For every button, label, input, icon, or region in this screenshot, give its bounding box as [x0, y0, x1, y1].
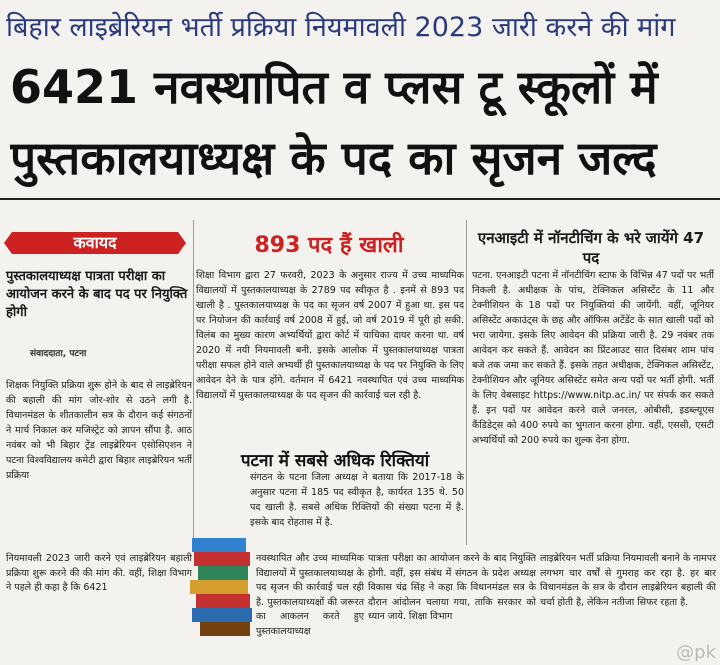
column-divider: [466, 220, 467, 545]
patna-subhead: पटना में सबसे अधिक रिक्तियां: [240, 451, 430, 471]
header-rule: [0, 198, 720, 200]
bottom-col1: नियमावली 2023 जारी करने एवं लाइब्रेरियन बहाली प्रक्रिया शुरू करने की की मांग की. वहीं, शिक्षा विभाग ने पहले ही कहा है कि 6421: [6, 553, 192, 594]
nit-heading: एनआइटी में नॉनटीचिंग के भरे जायेंगे 47 पद: [477, 229, 705, 267]
patna-body: संगठन के पटना जिला अध्यक्ष ने बताया कि 2017-18 के अनुसार पटना में 185 पद स्वीकृत है, कार्यरत 135 थे. 50 पद खाली है. सबसे अधिक रिक्तियों की संख्या पटना में है. इसके बाद रोहतास में है.: [250, 472, 464, 528]
bottom-col3: पात्रता परीक्षा का आयोजन करने के बाद नियुक्ति होगी. वहीं, इस संबंध में संगठन के प्रदेश अध्यक्ष विकास चंद्र सिंह ने कहा कि विधानमंडल सत्र के दौरान आंदोलन चलाया गया, ताकि सरकार को ध्यान जाये. शिक्षा विभाग: [368, 553, 536, 623]
headline-line3: पुस्तकालयाध्यक्ष के पद का सृजन जल्द: [10, 131, 657, 185]
left-body: शिक्षक नियुक्ति प्रक्रिया शुरू होने के बाद से लाइब्रेरियन की बहाली की मांग जोर-शोर से उठने लगी है. विधानमंडल के शीतकालीन सत्र के दौरान कई संगठनों ने मार्च निकाल कर मजिस्ट्रेट को ज्ञापन सौंपा है. आठ नवंबर को भी बिहार ट्रेंड लाइब्रेरियन एसोसिएशन ने पटना विश्वविद्यालय कमेटी द्वारा बिहार लाइब्रेरियन भर्ती प्रक्रिया: [6, 380, 192, 481]
headline-line2: 6421 नवस्थापित व प्लस टू स्कूलों में: [10, 60, 658, 114]
left-heading: पुस्तकालयाध्यक्ष पात्रता परीक्षा का आयोजन करने के बाद पद पर नियुक्ति होगी: [6, 269, 188, 320]
middle-body: शिक्षा विभाग द्वारा 27 फरवरी, 2023 के अनुसार राज्य में उच्च माध्यमिक विद्यालयों में पुस्तकालयाध्यक्ष के 2789 पद स्वीकृत है . इनमें से 893 पद खाली है . पुस्तकालयाध्यक्ष के पद का सृजन वर्ष 2007 में हुआ था. इस पद पर नियोजन की कार्रवाई वर्ष 2008 में हुई, जो वर्ष 2019 में पूरी हो सकी. विलंब का मुख्य कारण अभ्यर्थियों द्वारा कोर्ट में याचिका दायर करना था. वर्ष 2020 में नयी नियमावली बनी. इसके आलोक में पुस्तकालयाध्यक्ष पात्रता परीक्षा सफल होने वाले अभ्यर्थी ही पुस्तकालयाध्यक्ष के पद पर नियुक्ति के लिए आवेदन देने के पात्र होंगे. वर्तमान में 6421 नवस्थापित एवं उच्च माध्यमिक विद्यालयों में पुस्तकालयाध्यक्ष के पद सृजन की कार्रवाई चल रही है.: [196, 270, 464, 401]
vacancy-subhead: 893 पद हैं खाली: [254, 233, 404, 258]
bottom-col4: लाइब्रेरियन भर्ती प्रक्रिया नियमावली बनाने के नामपर लगभग चार वर्षों से गुमराह कर रहा है. हर बार विधानमंडल के सत्र के दौरान लाइब्रेरियन बहाली की चर्चा होती है, लेकिन नतीजा सिफर रहता है.: [540, 553, 716, 608]
headline-line1: बिहार लाइब्रेरियन भर्ती प्रक्रिया नियमावली 2023 जारी करने की मांग: [6, 12, 676, 43]
books-illustration: [190, 512, 254, 640]
section-tag: कवायद: [12, 232, 178, 254]
column-divider: [193, 220, 194, 545]
bottom-col2: नवस्थापित और उच्च माध्यमिक विद्यालयों में पुस्तकालयाध्यक्ष के पद सृजन की कार्रवाई चल रही है. पुस्तकालयाध्यक्षों की जरूरत का आकलन करते हुए पुस्तकालयाध्यक्ष: [256, 553, 364, 637]
watermark: @pk: [676, 642, 716, 663]
byline: संवाददाता, पटना: [30, 349, 87, 359]
nit-body: पटना. एनआइटी पटना में नॉनटीचिंग स्टाफ के विभिन्न 47 पदों पर भर्ती निकली है. अधीक्षक के पांच, टेक्निकल असिस्टेंट के 11 और टेक्नीशियन के 18 पदों पर नियुक्तियां की जायेंगी. वहीं, जूनियर असिस्टेंट अकाउंट्स के छह और ऑफिस अटेंडेंट के सात खाली पदों को भरा जायेगा. इसके लिए आवेदन की प्रक्रिया जारी है. 29 नवंबर तक आवेदन कर सकते हैं. आवेदन का प्रिंटआउट सात दिसंबर शाम पांच बजे तक जमा कर सकते हैं. इसके तहत अधीक्षक, टेक्निकल असिस्टेंट, टेक्नीशियन और जूनियर असिस्टेंट समेत अन्य पदों पर भर्ती होगी. भर्ती के लिए वेबसाइट https://www.nitp.ac.in/ पर संपर्क कर सकते हैं. इन पदों पर आवेदन करने वाले जनरल, ओबीसी, इडब्ल्यूएस कैंडिडेट्स को 400 रुपये का भुगतान करना होगा. वहीं, एससी, एसटी अभ्यर्थियों को 200 रुपये का शुल्क देना होगा.: [472, 270, 714, 446]
